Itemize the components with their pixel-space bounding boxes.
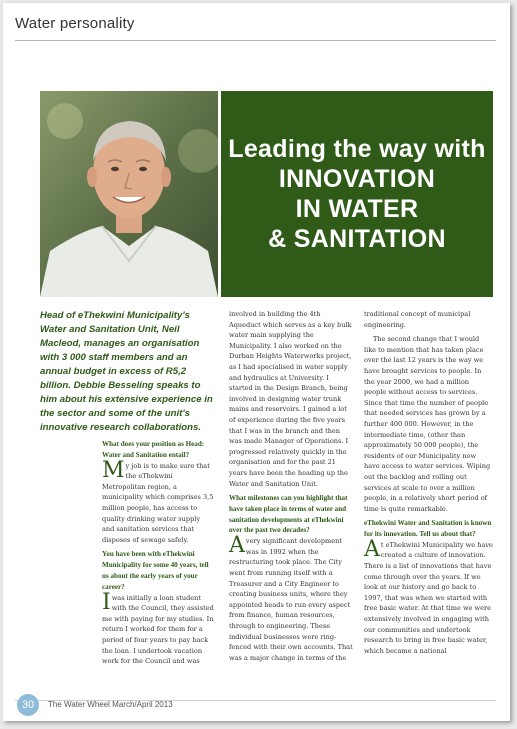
answer-3: Avery significant development was in 1992 when the restructuring took place. The City went from running itself with a Treasurer and a City Engineer to creating business units, where they appointed heads to run every aspect from finance, human resources, through to engineering. These individual businesses were ring-fenced with their own accounts. That was a major change in terms of the [229, 533, 353, 662]
question-2: You have been with eThekwini Municipality for some 40 years, tell us about the early years of your career? [102, 550, 209, 591]
publication-line: The Water Wheel March/April 2013 [48, 700, 173, 709]
paragraph-second-change: The second change that I would like to mention that has taken place over the last 12 years is the way we have brought services to people. In the year 2000, we had a million people without access to services. Since that time the number of people that needed services has grown by a further 400 000. However, in the intermediate time, (other than approximately 50 000 people), the residents of our Municipality now have access to water services. Wiping out the backlog and rolling out services at scale to over a million people, in a relatively short period of time is quite remarkable. [364, 335, 491, 513]
text-column-1 [102, 439, 214, 671]
answer-4: At eThekwini Municipality we have created a culture of innovation. There is a list of innovations that have come through over the years. If we look at our history and go back to 1997, that was when we started with free basic water. At that time we were extensively involved in engaging with our communities and undertook research to bring in free basic water, which became a national [364, 536, 493, 655]
headline-line-1: Leading the way with [228, 135, 486, 163]
intro-standfirst: Head of eThekwini Municipality's Water and Sanitation Unit, Neil Macleod, manages an organisation with 3 000 staff members and an annual budget in excess of R5,2 billion. Debbie Besseling speaks to him about his extensive experience in the sector and some of the unit's innovative research collaborations. [40, 310, 213, 433]
headline-line-2: INNOVATION [278, 165, 436, 193]
page-number-badge: 30 [17, 694, 39, 716]
text-column-2 [229, 309, 353, 667]
header-rule [15, 40, 496, 41]
title-banner [221, 91, 493, 297]
question-3: What milestones can you highlight that have taken place in terms of water and sanitation developments at eThekwini over the past two decades? [229, 494, 348, 535]
headline-line-3: IN WATER [295, 195, 419, 223]
answer-2: Iwas initially a loan student with the Council, they assisted me with paying for my studies. In return I worked for them for a period of four years to pay back the loan. I undertook vacation work for the Council and was [102, 589, 214, 666]
question-4: eThekwini Water and Sanitation is known for its innovation. Tell us about that? [364, 519, 492, 539]
headline-line-4: & SANITATION [268, 225, 446, 253]
section-title: Water personality [15, 15, 135, 32]
magazine-page [3, 3, 510, 721]
portrait-photo [40, 91, 218, 297]
portrait-illustration [40, 91, 218, 297]
question-1: What does your position as Head: Water and Sanitation entail? [102, 440, 205, 459]
paragraph-continued: involved in building the 4th Aqueduct which serves as a key bulk water main supplying the Municipality. I also worked on the Durban Heights Waterworks project, as I had specialised in water supply and hydraulics at University. I started in the Design Branch, being involved in designing water trunk mains and reservoirs. I gained a lot of experience during the five years that I was in the branch and then was made Manager of Operations. I progressed relatively quickly in the organisation and for the past 21 years have been the heading up the Water and Sanitation Unit. [229, 310, 352, 488]
paragraph-continued-2: traditional concept of municipal engineering. [364, 310, 471, 329]
text-column-3 [364, 309, 493, 660]
answer-1: My job is to make sure that the eThekwini Metropolitan region, a municipality which comprises 3,5 million people, has access to quality drinking water supply and sanitation services that disposes of sewage safely. [102, 457, 214, 544]
